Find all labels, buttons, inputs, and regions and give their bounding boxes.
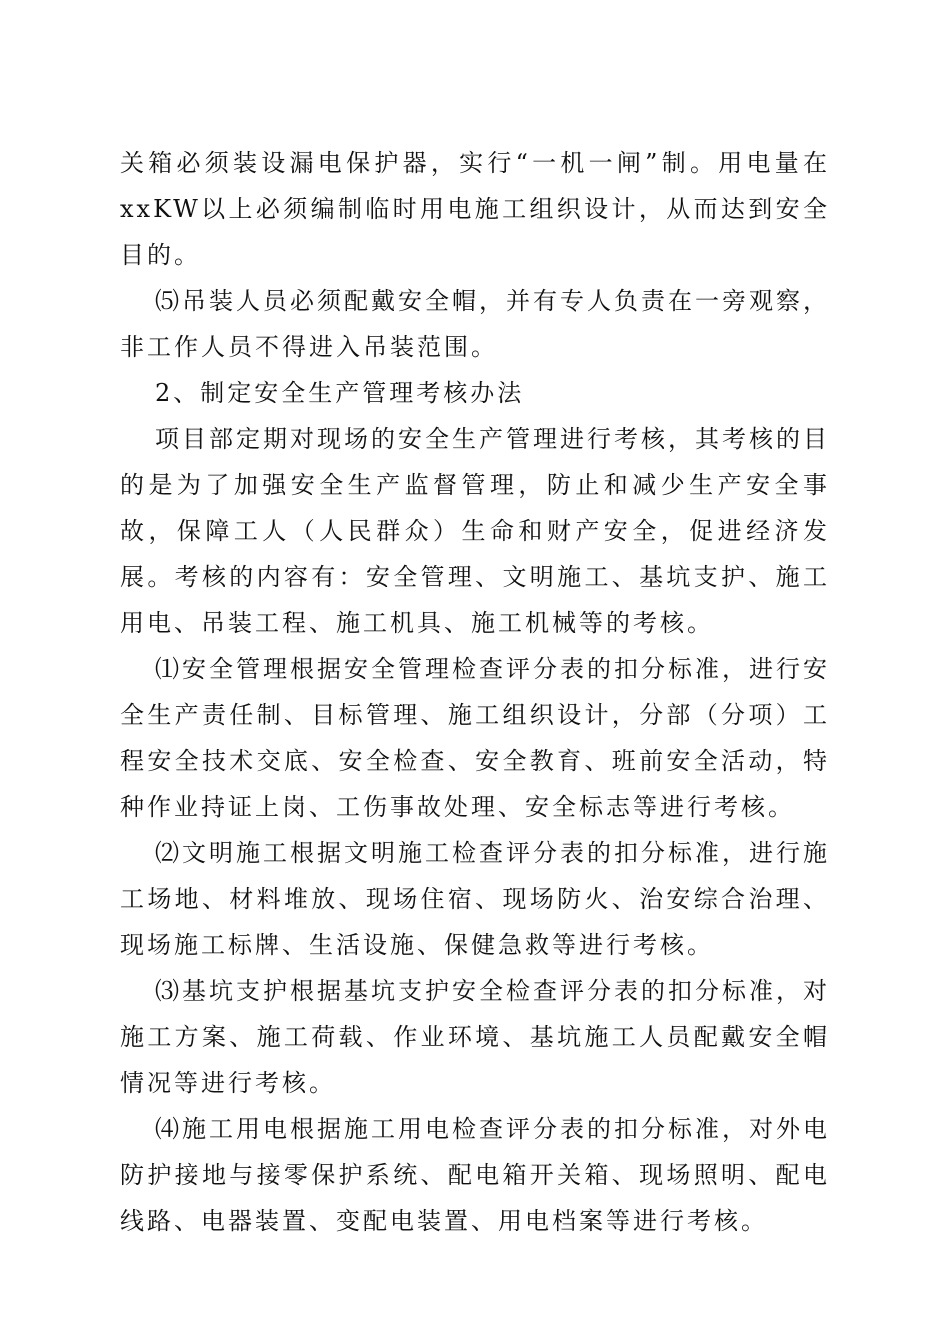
paragraph-item-2: ⑵文明施工根据文明施工检查评分表的扣分标准，进行施工场地、材料堆放、现场住宿、现场防火、治安综合治理、现场施工标牌、生活设施、保健急救等进行考核。 [120,839,830,959]
section-heading: 2、制定安全生产管理考核办法 [155,379,525,407]
paragraph-continuation: 关箱必须装设漏电保护器，实行“一机一闸”制。用电量在xxKW以上必须编制临时用电施工组织设计，从而达到安全目的。 [120,149,830,269]
document-body [120,140,830,1244]
paragraph-item-5: ⑸吊装人员必须配戴安全帽，并有专人负责在一旁观察，非工作人员不得进入吊装范围。 [120,287,830,361]
paragraph-item-4: ⑷施工用电根据施工用电检查评分表的扣分标准，对外电防护接地与接零保护系统、配电箱开关箱、现场照明、配电线路、电器装置、变配电装置、用电档案等进行考核。 [120,1115,830,1235]
paragraph-item-3: ⑶基坑支护根据基坑支护安全检查评分表的扣分标准，对施工方案、施工荷载、作业环境、基坑施工人员配戴安全帽情况等进行考核。 [120,977,830,1097]
paragraph-assessment-intro: 项目部定期对现场的安全生产管理进行考核，其考核的目的是为了加强安全生产监督管理，防止和减少生产安全事故，保障工人（人民群众）生命和财产安全，促进经济发展。考核的内容有：安全管理、文明施工、基坑支护、施工用电、吊装工程、施工机具、施工机械等的考核。 [120,425,830,637]
paragraph-item-1: ⑴安全管理根据安全管理检查评分表的扣分标准，进行安全生产责任制、目标管理、施工组织设计，分部（分项）工程安全技术交底、安全检查、安全教育、班前安全活动，特种作业持证上岗、工伤事故处理、安全标志等进行考核。 [120,655,830,821]
